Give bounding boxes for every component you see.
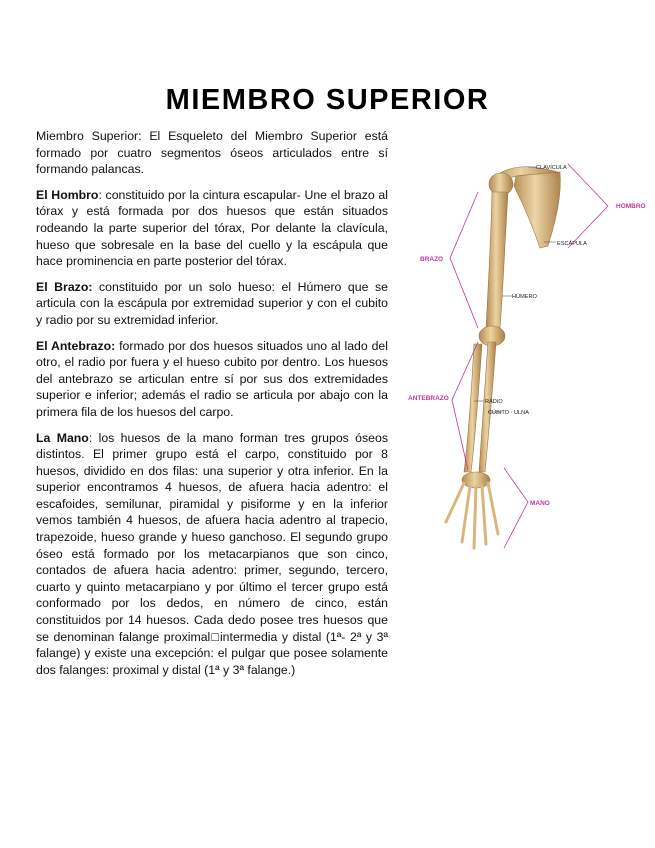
section-brazo	[36, 279, 388, 329]
scapula-bone	[514, 172, 560, 248]
section-body: : constituido por la cintura escapular- Une el brazo al tórax y está formada por dos huesos que están situados rodeando la parte superior del tórax, Por delante la clavícula, hueso que sobresale en la base del cuello y la escápula que hace prominencia en parte posterior del tórax.	[36, 187, 388, 269]
label-clavicula: CLAVÍCULA	[536, 165, 567, 171]
section-heading: El Hombro	[36, 187, 99, 202]
section-heading: La Mano	[36, 430, 89, 445]
section-hombro	[36, 187, 388, 270]
label-humero: HÚMERO	[512, 294, 537, 300]
label-cubito: CÚBITO · ULNA	[488, 410, 529, 416]
section-mano	[36, 430, 388, 679]
section-body: constituido por un solo hueso: el Húmero que se articula con la escápula por extremidad superior y con el cubito y radio por su extremidad inferior.	[36, 279, 388, 327]
section-heading: El Brazo:	[36, 279, 93, 294]
hand-fingers	[446, 483, 498, 548]
label-antebrazo: ANTEBRAZO	[408, 395, 449, 402]
label-brazo: BRAZO	[420, 256, 444, 263]
humerus-bone	[486, 192, 508, 328]
label-escapula: ESCÁPULA	[557, 241, 587, 247]
section-body: : los huesos de la mano forman tres grupos óseos distintos. El primer grupo está el carpo, constituido por 8 huesos, dividido en dos filas: una superior y otra inferior. En la superior encontramos 4 huesos, de afuera hacia adentro: el escafoides, semilunar, piramidal y pisiforme y en la inferior vemos también 4 huesos, de afuera hacia adentro al trapecio, trapezoide, hueso grande y hueso ganchoso. El segundo grupo óseo está formado por los metacarpianos que son cinco, contados de afuera hacia adentro: primer, segundo, tercero, cuarto y quinto metacarpiano y por último el tercer grupo está conformado por los dedos, en número de cinco, están constituidos por 14 huesos. Cada dedo posee tres huesos que se denominan falange proximal□intermedia y distal (1ª- 2ª y 3ª falange) y existe una excepción: el pulgar que posee solamente dos falanges: proximal y distal (1ª y 3ª falange.)	[36, 430, 388, 677]
arm-skeleton-figure	[408, 150, 655, 570]
humerus-head	[489, 173, 513, 195]
intro-paragraph: Miembro Superior: El Esqueleto del Miembro Superior está formado por cuatro segmentos óseos articulados entre sí formando palancas.	[36, 129, 388, 177]
ulna-bone	[479, 342, 496, 472]
page-title: MIEMBRO SUPERIOR	[165, 84, 490, 116]
radius-bone	[464, 344, 482, 472]
section-body: formado por dos huesos situados uno al lado del otro, el radio por fuera y el hueso cubito por dentro. Los huesos del antebrazo se articulan entre sí por sus dos extremidades superior e inferior; además el radio se articula por abajo con la primera fila de los huesos del carpo.	[36, 338, 388, 419]
label-radio: RADIO	[485, 399, 503, 405]
label-hombro: HOMBRO	[616, 203, 646, 210]
section-heading: El Antebrazo:	[36, 338, 116, 353]
label-mano: MANO	[530, 500, 550, 507]
arm-skeleton-illustration	[408, 150, 655, 570]
section-antebrazo	[36, 338, 388, 421]
body-text	[36, 128, 388, 687]
